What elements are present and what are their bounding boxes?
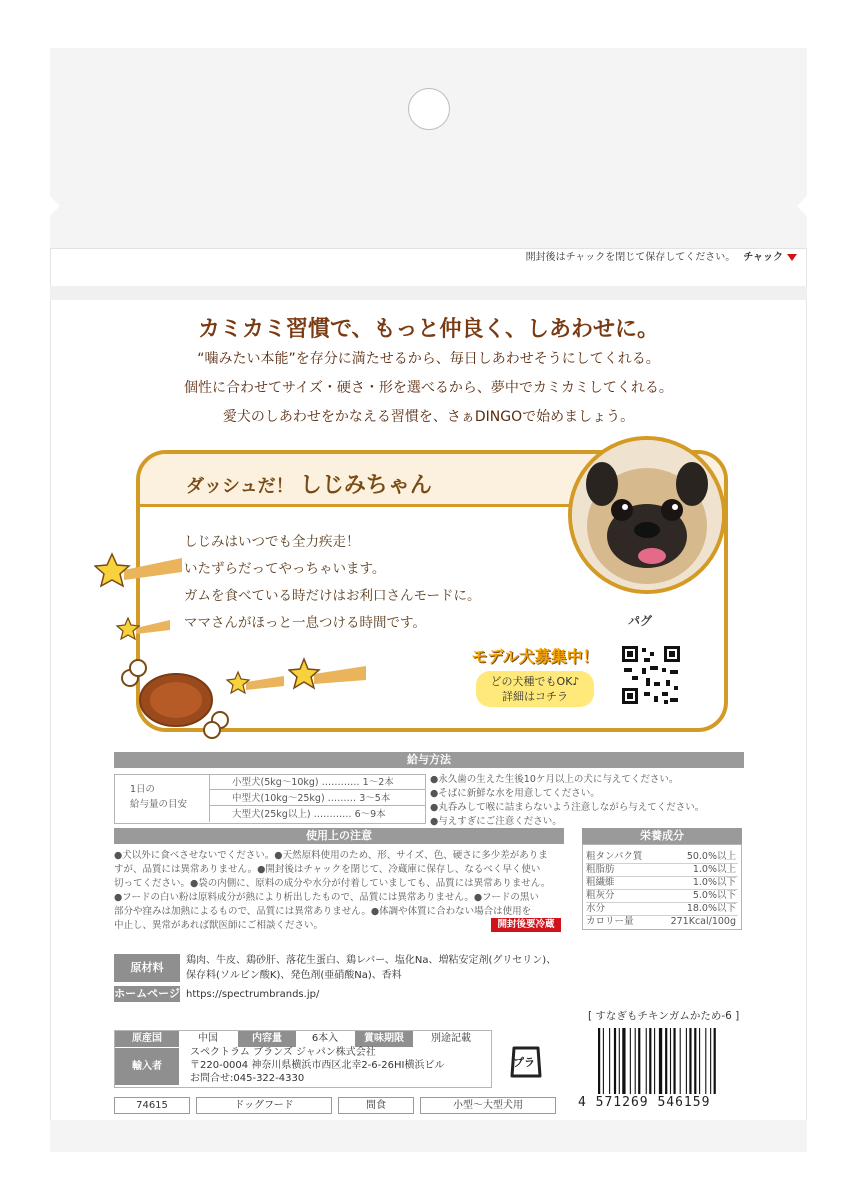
story-line-2: いたずらだってやっちゃいます。 bbox=[184, 561, 386, 577]
feeding-label-1: 1日の bbox=[130, 784, 156, 795]
nutrition-row: 粗脂肪 1.0%以上 bbox=[586, 864, 736, 875]
shooting-star-icon bbox=[94, 550, 184, 600]
hang-hole bbox=[408, 88, 450, 130]
refrigerate-badge: 開封後要冷蔵 bbox=[491, 918, 561, 932]
recruit-bubble bbox=[476, 671, 594, 707]
nutrition-row: 粗灰分 5.0%以下 bbox=[586, 890, 736, 901]
homepage-url[interactable]: https://spectrumbrands.jp/ bbox=[186, 989, 320, 1000]
bottom-seal bbox=[50, 1120, 807, 1152]
zipper-band bbox=[50, 286, 807, 300]
recruit-line-1: どの犬種でもOK♪ bbox=[490, 675, 580, 688]
story-title bbox=[186, 468, 432, 499]
feeding-row-medium: 中型犬(10kg〜25kg) ……… 3〜5本 bbox=[210, 791, 425, 806]
recruit-title: モデル犬募集中！ bbox=[471, 647, 599, 666]
nutrition-header: 栄養成分 bbox=[582, 828, 742, 844]
zipper-note bbox=[526, 248, 797, 263]
content-value: 6本入 bbox=[311, 1033, 339, 1044]
feeding-note-1: ●永久歯の生えた生後10ケ月以上の犬に与えてください。 bbox=[430, 774, 679, 785]
feeding-note-2: ●そばに新鮮な水を用意してください。 bbox=[430, 788, 600, 799]
zipper-note-text: 開封後はチャックを閉じて保存してください。 bbox=[525, 252, 736, 263]
caution-line-4: ●フードの白い粉は原料成分が熱により析出したもので、品質には異常ありません。●フードの黒い bbox=[114, 892, 539, 903]
dog-photo bbox=[568, 436, 726, 594]
recycle-plastic-icon bbox=[506, 1042, 546, 1082]
caution-line-6: 中止し、異常があれば獣医師にご相談ください。 bbox=[114, 920, 324, 931]
tag-category: ドッグフード bbox=[196, 1097, 332, 1114]
cautions-header: 使用上の注意 bbox=[114, 828, 564, 844]
origin-value: 中国 bbox=[198, 1033, 218, 1044]
feeding-note-3: ●丸呑みして喉に詰まらないよう注意しながら与えてください。 bbox=[430, 802, 705, 813]
nutrition-row: 粗タンパク質 50.0%以上 bbox=[586, 851, 736, 862]
story-title-prefix: ダッシュだ！ bbox=[186, 476, 294, 497]
caution-line-1: ●犬以外に食べさせないでください。●天然原料使用のため、形、サイズ、色、硬さに多少差がありま bbox=[114, 850, 548, 861]
feeding-row-small: 小型犬(5kg〜10kg) ………… 1〜2本 bbox=[210, 775, 425, 790]
content-label: 内容量 bbox=[238, 1031, 296, 1047]
importer-address: 〒220-0004 神奈川県横浜市西区北幸2-6-26HI横浜ビル bbox=[190, 1060, 445, 1071]
nutrition-row: カロリー量 271Kcal/100g bbox=[586, 916, 736, 927]
photo-caption: パグ bbox=[628, 614, 653, 628]
top-seal bbox=[50, 48, 807, 248]
importer-phone: お問合せ:045-322-4330 bbox=[190, 1073, 305, 1084]
importer-name: スペクトラム ブランズ ジャパン株式会社 bbox=[190, 1047, 376, 1058]
tear-notch-left bbox=[50, 196, 60, 216]
caution-line-5: 部分や窪みは加熱によるもので、品質には異常ありません。●体調や体質に合わない場合は使用を bbox=[114, 906, 532, 917]
recycle-mark-text: プラ bbox=[513, 1056, 535, 1069]
expiry-label: 賞味期限 bbox=[355, 1031, 413, 1047]
triangle-down-icon bbox=[787, 254, 797, 261]
qr-code-icon[interactable] bbox=[620, 644, 682, 706]
ingredients-line-2: 保存料(ソルビン酸K)、発色剤(亜硝酸Na)、香料 bbox=[186, 970, 402, 981]
feeding-header: 給与方法 bbox=[114, 752, 744, 768]
feeding-row-large: 大型犬(25kg以上) ………… 6〜9本 bbox=[232, 809, 386, 820]
pug-icon bbox=[572, 440, 722, 590]
story-line-1: しじみはいつでも全力疾走！ bbox=[184, 534, 360, 550]
story-title-name: しじみちゃん bbox=[299, 473, 432, 498]
shooting-star-icon bbox=[226, 670, 286, 700]
feeding-note-4: ●与えすぎにご注意ください。 bbox=[430, 816, 562, 827]
expiry-value: 別途記載 bbox=[431, 1033, 471, 1044]
origin-label: 原産国 bbox=[115, 1031, 179, 1047]
tag-size: 小型〜大型犬用 bbox=[420, 1097, 556, 1114]
copy-line-2: 個性に合わせてサイズ・硬さ・形を選べるから、夢中でカミカミしてくれる。 bbox=[184, 380, 673, 396]
shooting-star-icon bbox=[288, 656, 368, 700]
nutrition-row: 粗繊維 1.0%以下 bbox=[586, 877, 736, 888]
recruit-line-2: 詳細はコチラ bbox=[502, 690, 568, 703]
tag-type: 間食 bbox=[338, 1097, 414, 1114]
tear-notch-right bbox=[797, 196, 807, 216]
caution-line-2: すが、品質には異常ありません。●開封後はチャックを閉じて、冷蔵庫に保存し、なるべく早く使い bbox=[114, 864, 541, 875]
homepage-label: ホームページ bbox=[114, 987, 180, 1000]
ingredients-line-1: 鶏肉、牛皮、鶏砂肝、落花生蛋白、鶏レバー、塩化Na、増粘安定剤(グリセリン)、 bbox=[186, 955, 557, 966]
meat-bone-icon bbox=[116, 656, 236, 740]
shooting-star-icon bbox=[116, 616, 172, 646]
model-recruit bbox=[460, 644, 610, 707]
copy-line-1: “噛みたい本能”を存分に満たせるから、毎日しあわせそうにしてくれる。 bbox=[197, 351, 660, 367]
barcode-icon bbox=[596, 1028, 736, 1094]
story-line-3: ガムを食べている時だけはお利口さんモードに。 bbox=[184, 588, 481, 604]
ingredients-label: 原材料 bbox=[114, 954, 180, 982]
zipper-label: チャック bbox=[743, 252, 783, 263]
headline: カミカミ習慣で、もっと仲良く、しあわせに。 bbox=[197, 317, 660, 342]
barcode-number: 4 571269 546159 bbox=[578, 1095, 711, 1110]
importer-label: 輸入者 bbox=[115, 1048, 179, 1085]
story-line-4: ママさんがほっと一息つける時間です。 bbox=[184, 615, 426, 631]
nutrition-row: 水分 18.0%以下 bbox=[586, 903, 736, 914]
product-code: [ すなぎもチキンガムかため-6 ] bbox=[588, 1010, 740, 1022]
feeding-label-2: 給与量の目安 bbox=[130, 799, 188, 810]
tag-code: 74615 bbox=[114, 1097, 190, 1114]
copy-line-3: 愛犬のしあわせをかなえる習慣を、さぁDINGOで始めましょう。 bbox=[222, 409, 635, 425]
caution-line-3: 切ってください。●袋の内側に、原料の成分や水分が付着していましても、品質には異常ありません。 bbox=[114, 878, 551, 889]
